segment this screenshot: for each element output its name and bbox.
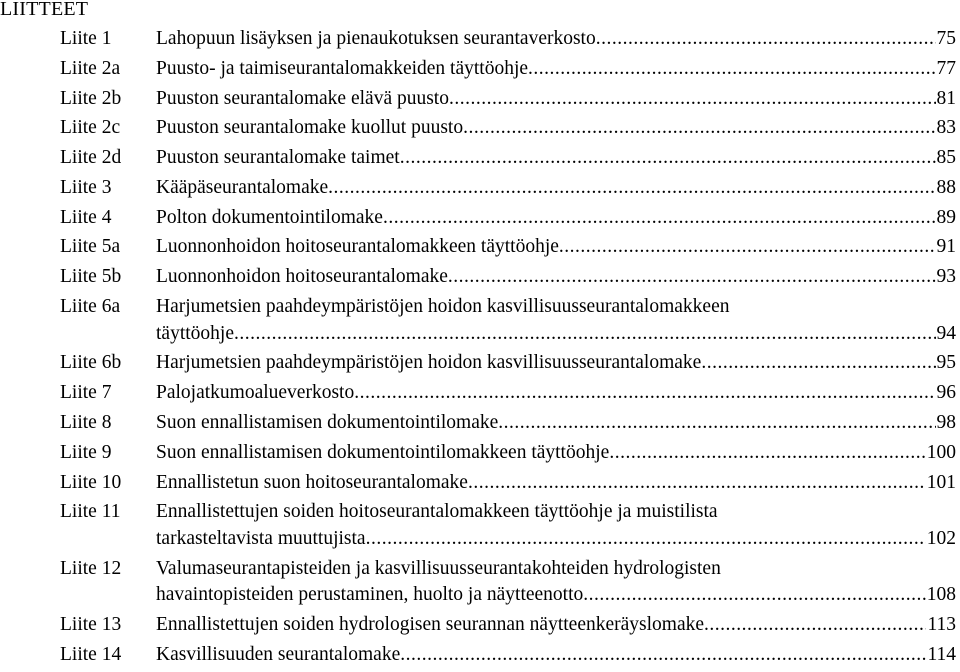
appendix-entry-line [0,526,956,553]
page-number: 94 [936,322,956,344]
appendix-title: tarkasteltavista muuttujista [156,527,366,549]
dot-leader [704,612,926,639]
dot-leader [701,350,935,377]
dot-leader [528,56,935,83]
appendix-title-with-leader [156,26,956,53]
appendix-entry [0,470,956,497]
appendix-title-with-leader [156,86,956,113]
appendix-entry-line [0,470,956,497]
appendix-entry [0,410,956,437]
appendix-title: havaintopisteiden perustaminen, huolto ja näytteenotto [156,584,584,606]
page-number: 95 [936,352,956,374]
dot-leader [559,234,936,261]
appendix-entry-line [0,642,956,669]
appendix-title: Puusto- ja taimiseurantalomakkeiden täyttöohje [156,57,529,79]
appendix-title-with-leader [156,526,956,553]
appendix-title-with-leader [156,205,956,232]
appendix-title-with-leader [156,470,956,497]
appendix-title-with-leader [156,234,956,261]
appendix-number: Liite 2c [60,117,121,139]
appendix-number: Liite 5a [60,236,121,258]
appendix-title: Ennallistettujen soiden hoitoseurantalomakkeen täyttöohje ja muistilista [156,501,718,523]
appendix-entry [0,612,956,639]
page-heading: LIITTEET [0,0,89,20]
appendix-number: Liite 6b [60,352,122,374]
appendix-entry-line [0,499,956,526]
appendix-title-with-leader [156,264,956,291]
appendix-entry-line [0,175,956,202]
appendix-number: Liite 8 [60,411,112,433]
page-number: 93 [936,266,956,288]
page-number: 91 [936,236,956,258]
appendix-entry-line [0,440,956,467]
appendix-title: Harjumetsien paahdeympäristöjen hoidon kasvillisuusseurantalomake [156,352,702,374]
appendix-entry-line [0,410,956,437]
appendix-title-with-leader [156,350,956,377]
appendix-title: täyttöohje [156,322,234,344]
appendix-entry [0,499,956,552]
appendix-number: Liite 14 [60,643,122,665]
dot-leader [609,440,925,467]
appendix-title: Ennallistetun suon hoitoseurantalomake [156,471,468,493]
appendix-entry-line [0,350,956,377]
appendix-title: Suon ennallistamisen dokumentointilomake [156,411,499,433]
page-number: 96 [936,382,956,404]
appendix-entry [0,380,956,407]
dot-leader [498,410,935,437]
appendix-entry-line [0,264,956,291]
appendix-entry [0,264,956,291]
appendix-title-with-leader [156,612,956,639]
page-number: 89 [936,206,956,228]
appendix-title: Puuston seurantalomake taimet [156,147,400,169]
appendix-title: Valumaseurantapisteiden ja kasvillisuusseurantakohteiden hydrologisten [156,557,721,579]
appendix-title-with-leader [156,440,956,467]
appendix-number: Liite 1 [60,28,112,49]
dot-leader [400,642,926,669]
dot-leader [583,582,925,609]
page-number: 101 [926,471,956,493]
appendix-entry [0,115,956,142]
appendix-title: Luonnonhoidon hoitoseurantalomakkeen täyttöohje [156,236,559,258]
page-number: 100 [926,441,956,463]
page-number: 108 [926,584,956,606]
appendix-entry-line [0,145,956,172]
appendix-number: Liite 2d [60,147,122,169]
appendix-title: Kasvillisuuden seurantalomake [156,643,401,665]
dot-leader [328,175,935,202]
appendix-entry-line [0,86,956,113]
appendix-entry-line [0,612,956,639]
appendix-title: Palojatkumoalueverkosto [156,382,355,404]
appendix-entry [0,556,956,609]
appendix-entry-line [0,294,956,321]
page-number: 114 [927,643,956,665]
appendix-number: Liite 4 [60,206,112,228]
appendix-number: Liite 9 [60,441,112,463]
appendix-entry-line [0,582,956,609]
dot-leader [383,205,936,232]
appendix-title-with-leader [156,380,956,407]
appendix-entry-line [0,56,956,83]
appendix-number: Liite 2b [60,87,122,109]
appendix-title-with-leader [156,145,956,172]
appendix-entry-line [0,115,956,142]
appendix-number: Liite 11 [60,501,121,523]
appendix-title: Puuston seurantalomake elävä puusto [156,87,449,109]
appendix-list [0,26,956,672]
appendix-title: Puuston seurantalomake kuollut puusto [156,117,464,139]
page-number: 98 [936,411,956,433]
appendix-entry [0,234,956,261]
appendix-title: Lahopuun lisäyksen ja pienaukotuksen seurantaverkosto [156,28,596,49]
page-number: 83 [936,117,956,139]
appendix-number: Liite 7 [60,382,112,404]
page-number: 77 [936,57,956,79]
appendix-title-with-leader [156,582,956,609]
appendix-number: Liite 2a [60,57,121,79]
appendix-title-with-leader [156,642,956,669]
appendix-entry-line [0,380,956,407]
dot-leader [366,526,926,553]
page-number: 88 [936,176,956,198]
dot-leader [463,115,935,142]
dot-leader [400,145,936,172]
dot-leader [354,380,935,407]
page-number: 81 [936,87,956,109]
appendix-title: Harjumetsien paahdeympäristöjen hoidon kasvillisuusseurantalomakkeen [156,296,730,318]
appendix-title-with-leader [156,321,956,348]
appendix-entry [0,350,956,377]
appendix-entry [0,56,956,83]
appendix-title: Ennallistettujen soiden hydrologisen seurannan näytteenkeräyslomake [156,614,705,636]
appendix-number: Liite 6a [60,296,121,318]
appendix-entry [0,440,956,467]
dot-leader [596,26,936,53]
appendix-entry [0,175,956,202]
appendix-entry [0,294,956,347]
appendix-entry [0,86,956,113]
appendix-title: Kääpäseurantalomake [156,176,329,198]
page-number: 113 [927,614,956,636]
page-number: 85 [936,147,956,169]
appendix-entry [0,642,956,669]
dot-leader [449,86,936,113]
appendix-number: Liite 3 [60,176,112,198]
page-number: 102 [926,527,956,549]
page-number: 75 [936,28,956,49]
appendix-number: Liite 12 [60,557,122,579]
appendix-title-with-leader [156,410,956,437]
appendix-entry-line [0,234,956,261]
appendix-entry-line [0,205,956,232]
appendix-title: Polton dokumentointilomake [156,206,383,228]
appendix-entry [0,26,956,53]
dot-leader [468,470,926,497]
appendix-title-with-leader [156,115,956,142]
appendix-title-with-leader [156,56,956,83]
dot-leader [448,264,936,291]
appendix-number: Liite 10 [60,471,122,493]
appendix-entry-line [0,556,956,583]
appendix-entry-line [0,26,956,53]
appendix-entry [0,205,956,232]
appendix-title-with-leader [156,175,956,202]
appendix-number: Liite 5b [60,266,122,288]
appendix-entry-line [0,321,956,348]
dot-leader [234,321,936,348]
appendix-entry [0,145,956,172]
appendix-title: Luonnonhoidon hoitoseurantalomake [156,266,448,288]
appendix-number: Liite 13 [60,614,122,636]
appendix-title: Suon ennallistamisen dokumentointilomakkeen täyttöohje [156,441,610,463]
